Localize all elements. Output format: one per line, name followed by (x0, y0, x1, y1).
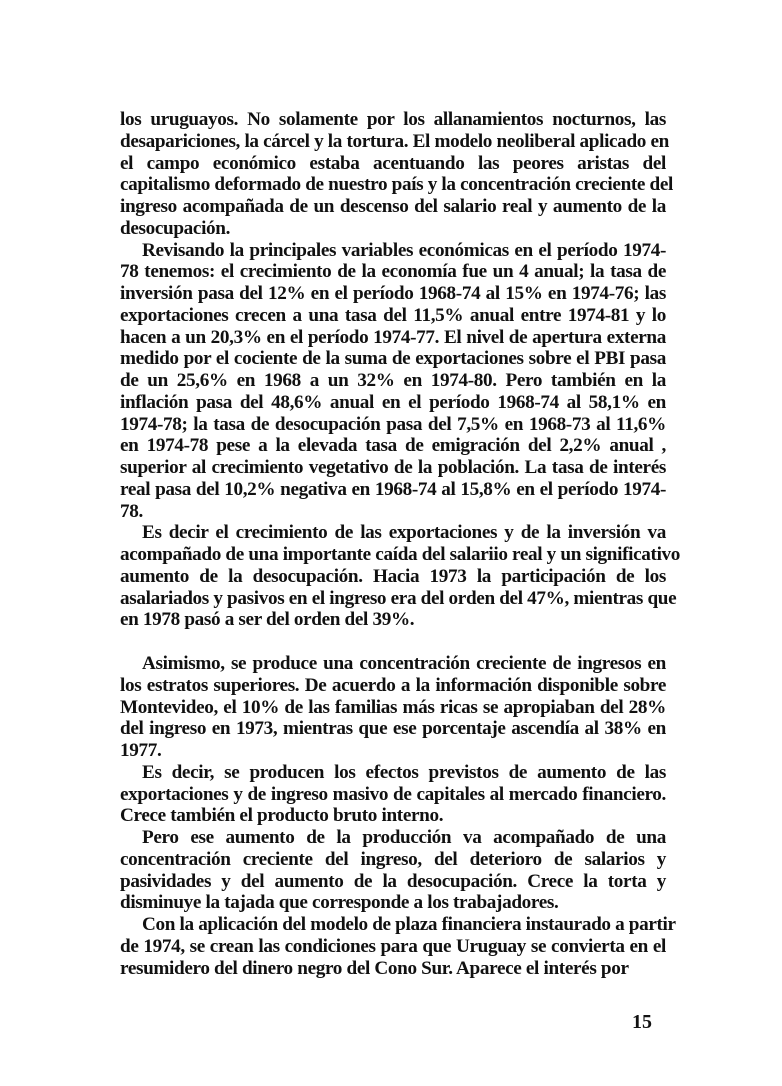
text-line: Revisando la principales variables económicas en el período 1974- (142, 239, 666, 261)
text-line: real pasa del 10,2% negativa en 1968-74 al 15,8% en el período 1974- (120, 478, 666, 500)
paragraph (120, 827, 666, 914)
text-line: Es decir el crecimiento de las exportaciones y de la inversión va (142, 522, 666, 544)
text-line: capitalismo deformado de nuestro país y la concentración creciente del (120, 174, 674, 196)
text-line: Asimismo, se produce una concentración creciente de ingresos en (142, 653, 666, 674)
text-line: Montevideo, el 10% de las familias más ricas se apropiaban del 28% (120, 696, 666, 718)
text-line: Pero ese aumento de la producción va acompañado de una (142, 827, 666, 848)
page-number: 15 (632, 1011, 652, 1033)
text-line: del ingreso en 1973, mientras que ese porcentaje ascendía al 38% en (120, 718, 666, 740)
text-line: Crece también el producto bruto interno. (120, 805, 444, 827)
text-line: exportaciones crecen a una tasa del 11,5% anual entre 1974-81 y lo (120, 304, 666, 326)
text-line: desocupación. (120, 217, 231, 239)
paragraph (120, 109, 674, 240)
text-line: desapariciones, la cárcel y la tortura. El modelo neoliberal aplicado en (120, 130, 669, 152)
text-line: Es decir, se producen los efectos previstos de aumento de las (142, 761, 666, 783)
text-line: los uruguayos. No solamente por los allanamientos nocturnos, las (120, 109, 666, 130)
text-line: acompañado de una importante caída del salariio real y un significativo (120, 544, 681, 565)
text-line: 1977. (120, 740, 162, 761)
page-body-text (120, 109, 681, 979)
text-line: asalariados y pasivos en el ingreso era del orden del 47%, mientras que (120, 587, 677, 609)
text-line: concentración creciente del ingreso, del deterioro de salarios y (120, 848, 666, 870)
text-line: ingreso acompañada de un descenso del salario real y aumento de la (120, 196, 666, 217)
text-line: pasividades y del aumento de la desocupación. Crece la torta y (120, 870, 666, 892)
text-line: resumidero del dinero negro del Cono Sur. Aparece el interés por (120, 957, 629, 979)
text-line: disminuye la tajada que corresponde a los trabajadores. (120, 892, 559, 914)
text-line: medido por el cociente de la suma de exportaciones sobre el PBI pasa (120, 348, 666, 370)
text-line: exportaciones y de ingreso masivo de capitales al mercado financiero. (120, 783, 666, 805)
text-line: Con la aplicación del modelo de plaza financiera instaurado a partir (142, 914, 676, 935)
paragraph (120, 522, 681, 631)
text-line: 1974-78; la tasa de desocupación pasa del 7,5% en 1968-73 al 11,6% (120, 413, 666, 435)
text-line: de 1974, se crean las condiciones para que Uruguay se convierta en el (120, 935, 666, 957)
text-line: aumento de la desocupación. Hacia 1973 la participación de los (120, 565, 666, 587)
text-line: 78 tenemos: el crecimiento de la economía fue un 4 anual; la tasa de (120, 261, 666, 283)
paragraph (120, 653, 666, 762)
text-line: de un 25,6% en 1968 a un 32% en 1974-80. Pero también en la (120, 370, 666, 391)
text-line: inversión pasa del 12% en el período 1968-74 al 15% en 1974-76; las (120, 283, 666, 304)
paragraph (120, 240, 666, 523)
text-line: en 1974-78 pese a la elevada tasa de emigración del 2,2% anual , (120, 435, 666, 457)
paragraph (120, 914, 676, 979)
text-line: hacen a un 20,3% en el período 1974-77. El nivel de apertura externa (120, 326, 666, 348)
text-line: 78. (120, 500, 143, 522)
paragraph (120, 762, 666, 827)
text-line: superior al crecimiento vegetativo de la población. La tasa de interés (120, 457, 666, 478)
text-line: inflación pasa del 48,6% anual en el período 1968-74 al 58,1% en (120, 391, 666, 413)
text-line: el campo económico estaba acentuando las peores aristas del (120, 152, 666, 174)
text-line: en 1978 pasó a ser del orden del 39%. (120, 609, 415, 631)
text-line: los estratos superiores. De acuerdo a la información disponible sobre (120, 674, 666, 696)
